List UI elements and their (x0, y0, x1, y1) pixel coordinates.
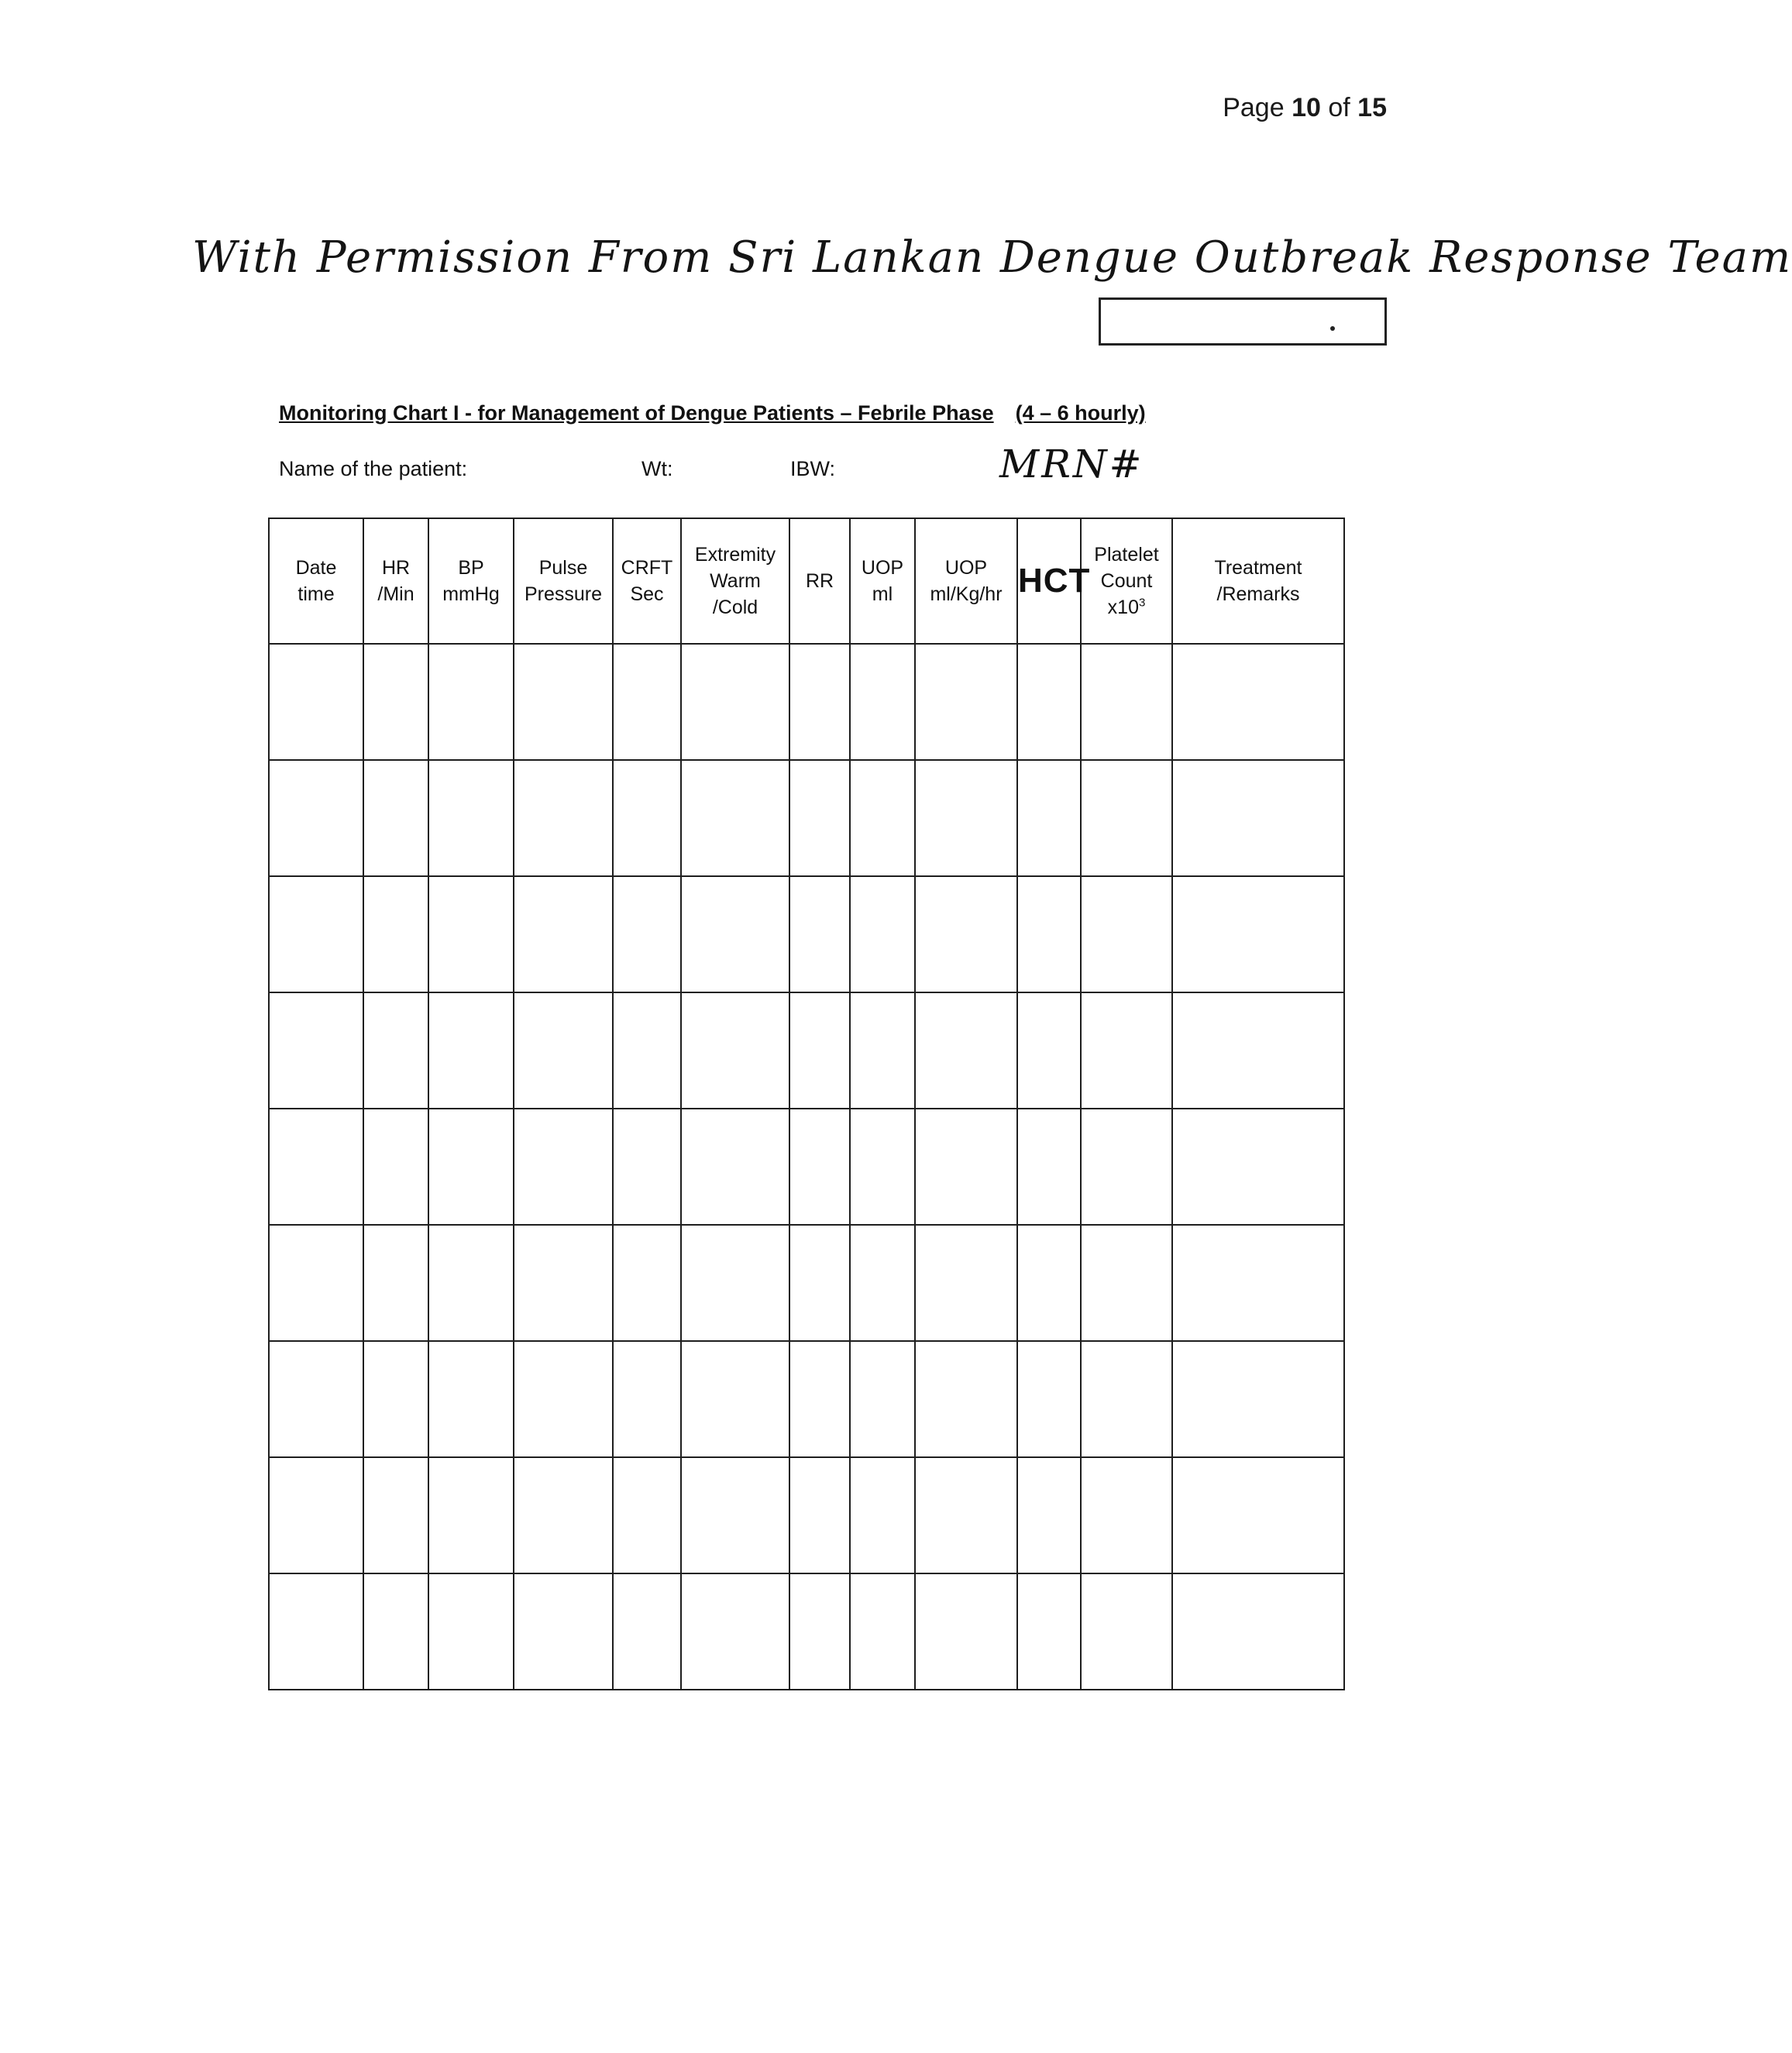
table-cell[interactable] (514, 1109, 613, 1225)
table-cell[interactable] (428, 992, 514, 1109)
page-current: 10 (1292, 93, 1321, 122)
table-cell[interactable] (850, 876, 915, 992)
table-cell[interactable] (1172, 992, 1344, 1109)
table-cell[interactable] (363, 644, 428, 760)
table-cell[interactable] (428, 1457, 514, 1573)
stamp-dot (1330, 326, 1335, 331)
table-row (269, 876, 1344, 992)
table-cell[interactable] (363, 1573, 428, 1690)
col-date-time: Date time (269, 518, 363, 644)
table-cell[interactable] (1081, 760, 1172, 876)
table-cell[interactable] (915, 1109, 1017, 1225)
table-cell[interactable] (850, 1573, 915, 1690)
col-hr: HR /Min (363, 518, 428, 644)
table-cell[interactable] (850, 992, 915, 1109)
table-cell[interactable] (1017, 876, 1081, 992)
col-uop-ml-kg-hr: UOP ml/Kg/hr (915, 518, 1017, 644)
table-cell[interactable] (428, 1341, 514, 1457)
ibw-label: IBW: (790, 457, 836, 480)
table-cell[interactable] (681, 1457, 789, 1573)
table-cell[interactable] (789, 1457, 850, 1573)
table-cell[interactable] (1172, 760, 1344, 876)
table-cell[interactable] (428, 1573, 514, 1690)
table-cell[interactable] (681, 1573, 789, 1690)
table-cell[interactable] (514, 1225, 613, 1341)
page-label: Page (1223, 93, 1285, 122)
table-cell[interactable] (681, 644, 789, 760)
table-cell[interactable] (269, 644, 363, 760)
table-row (269, 1457, 1344, 1573)
col-treatment-remarks: Treatment /Remarks (1172, 518, 1344, 644)
table-cell[interactable] (681, 1225, 789, 1341)
table-cell[interactable] (789, 760, 850, 876)
table-cell[interactable] (1172, 1225, 1344, 1341)
table-cell[interactable] (1081, 1225, 1172, 1341)
table-row (269, 1573, 1344, 1690)
table-cell[interactable] (789, 1573, 850, 1690)
table-cell[interactable] (789, 644, 850, 760)
page-number (1223, 93, 1387, 123)
table-cell[interactable] (613, 1225, 681, 1341)
table-cell[interactable] (915, 1457, 1017, 1573)
table-cell[interactable] (269, 992, 363, 1109)
col-pulse-pressure: Pulse Pressure (514, 518, 613, 644)
table-row (269, 1341, 1344, 1457)
table-cell[interactable] (613, 1457, 681, 1573)
table-row (269, 760, 1344, 876)
table-cell[interactable] (269, 1341, 363, 1457)
table-cell[interactable] (850, 1457, 915, 1573)
table-cell[interactable] (681, 992, 789, 1109)
table-cell[interactable] (514, 1341, 613, 1457)
chart-title-main: Monitoring Chart I - for Management of Dengue Patients – Febrile Phase (279, 401, 994, 425)
weight-label: Wt: (641, 457, 673, 480)
table-cell[interactable] (363, 876, 428, 992)
mrn-label: MRN# (999, 442, 1144, 487)
table-cell[interactable] (514, 876, 613, 992)
col-platelet-count: Platelet Count $x10^3$ (1081, 518, 1172, 644)
table-cell[interactable] (850, 1341, 915, 1457)
table-cell[interactable] (514, 992, 613, 1109)
table-cell[interactable] (915, 992, 1017, 1109)
table-cell[interactable] (915, 644, 1017, 760)
table-cell[interactable] (1172, 1457, 1344, 1573)
table-cell[interactable] (363, 1341, 428, 1457)
table-cell[interactable] (850, 644, 915, 760)
table-cell[interactable] (681, 760, 789, 876)
table-cell[interactable] (1081, 1109, 1172, 1225)
table-cell[interactable] (1172, 1341, 1344, 1457)
table-cell[interactable] (1081, 1573, 1172, 1690)
table-row (269, 644, 1344, 760)
col-hct: HCT (1017, 518, 1081, 644)
table-cell[interactable] (1172, 644, 1344, 760)
table-cell[interactable] (1017, 1573, 1081, 1690)
table-cell[interactable] (789, 876, 850, 992)
table-body (269, 644, 1344, 1690)
table-cell[interactable] (269, 760, 363, 876)
table-cell[interactable] (1017, 1109, 1081, 1225)
table-cell[interactable] (613, 1341, 681, 1457)
table-cell[interactable] (850, 1109, 915, 1225)
table-cell[interactable] (428, 644, 514, 760)
col-rr: RR (789, 518, 850, 644)
table-cell[interactable] (915, 876, 1017, 992)
table-cell[interactable] (269, 1109, 363, 1225)
table-cell[interactable] (269, 876, 363, 992)
table-cell[interactable] (1081, 644, 1172, 760)
table-cell[interactable] (269, 1573, 363, 1690)
table-cell[interactable] (850, 1225, 915, 1341)
table-cell[interactable] (1081, 1457, 1172, 1573)
table-cell[interactable] (1017, 1341, 1081, 1457)
table-cell[interactable] (1017, 992, 1081, 1109)
table-cell[interactable] (363, 992, 428, 1109)
table-cell[interactable] (915, 1573, 1017, 1690)
handwritten-permission-note: With Permission From Sri Lankan Dengue Outbreak Response Team (192, 232, 1792, 283)
table-cell[interactable] (915, 1225, 1017, 1341)
table-cell[interactable] (1081, 992, 1172, 1109)
table-cell[interactable] (613, 1573, 681, 1690)
table-cell[interactable] (514, 1457, 613, 1573)
table-cell[interactable] (1017, 760, 1081, 876)
table-cell[interactable] (613, 760, 681, 876)
table-cell[interactable] (1017, 1225, 1081, 1341)
table-cell[interactable] (363, 1109, 428, 1225)
table-cell[interactable] (269, 1457, 363, 1573)
table-cell[interactable] (269, 1225, 363, 1341)
patient-name-label: Name of the patient: (279, 457, 468, 480)
table-cell[interactable] (363, 760, 428, 876)
table-cell[interactable] (1081, 1341, 1172, 1457)
table-cell[interactable] (789, 992, 850, 1109)
table-cell[interactable] (613, 876, 681, 992)
table-cell[interactable] (514, 760, 613, 876)
table-cell[interactable] (363, 1225, 428, 1341)
table-cell[interactable] (363, 1457, 428, 1573)
stamp-box (1099, 297, 1387, 346)
table-cell[interactable] (1172, 1573, 1344, 1690)
page-total: 15 (1357, 93, 1387, 122)
col-uop-ml: UOP ml (850, 518, 915, 644)
table-cell[interactable] (1017, 644, 1081, 760)
table-cell[interactable] (428, 1225, 514, 1341)
table-row (269, 1225, 1344, 1341)
table-cell[interactable] (681, 1109, 789, 1225)
table-cell[interactable] (789, 1341, 850, 1457)
table-cell[interactable] (613, 1109, 681, 1225)
table-cell[interactable] (613, 992, 681, 1109)
table-cell[interactable] (915, 1341, 1017, 1457)
table-row (269, 1109, 1344, 1225)
chart-title-frequency: (4 – 6 hourly) (1015, 401, 1146, 425)
table-cell[interactable] (789, 1109, 850, 1225)
table-cell[interactable] (514, 644, 613, 760)
table-cell[interactable] (613, 644, 681, 760)
table-cell[interactable] (514, 1573, 613, 1690)
table-header-row (269, 518, 1344, 644)
table-cell[interactable] (850, 760, 915, 876)
table-cell[interactable] (428, 1109, 514, 1225)
chart-title (279, 401, 1146, 425)
table-cell[interactable] (789, 1225, 850, 1341)
page-of-label: of (1328, 93, 1350, 122)
table-cell[interactable] (1017, 1457, 1081, 1573)
col-bp: BP mmHg (428, 518, 514, 644)
table-cell[interactable] (1081, 876, 1172, 992)
table-cell[interactable] (1172, 876, 1344, 992)
table-cell[interactable] (681, 876, 789, 992)
col-extremity: Extremity Warm /Cold (681, 518, 789, 644)
monitoring-chart-table (268, 518, 1345, 1690)
table-cell[interactable] (1172, 1109, 1344, 1225)
col-crft: CRFT Sec (613, 518, 681, 644)
table-cell[interactable] (428, 760, 514, 876)
table-row (269, 992, 1344, 1109)
table-cell[interactable] (681, 1341, 789, 1457)
table-cell[interactable] (428, 876, 514, 992)
table-cell[interactable] (915, 760, 1017, 876)
